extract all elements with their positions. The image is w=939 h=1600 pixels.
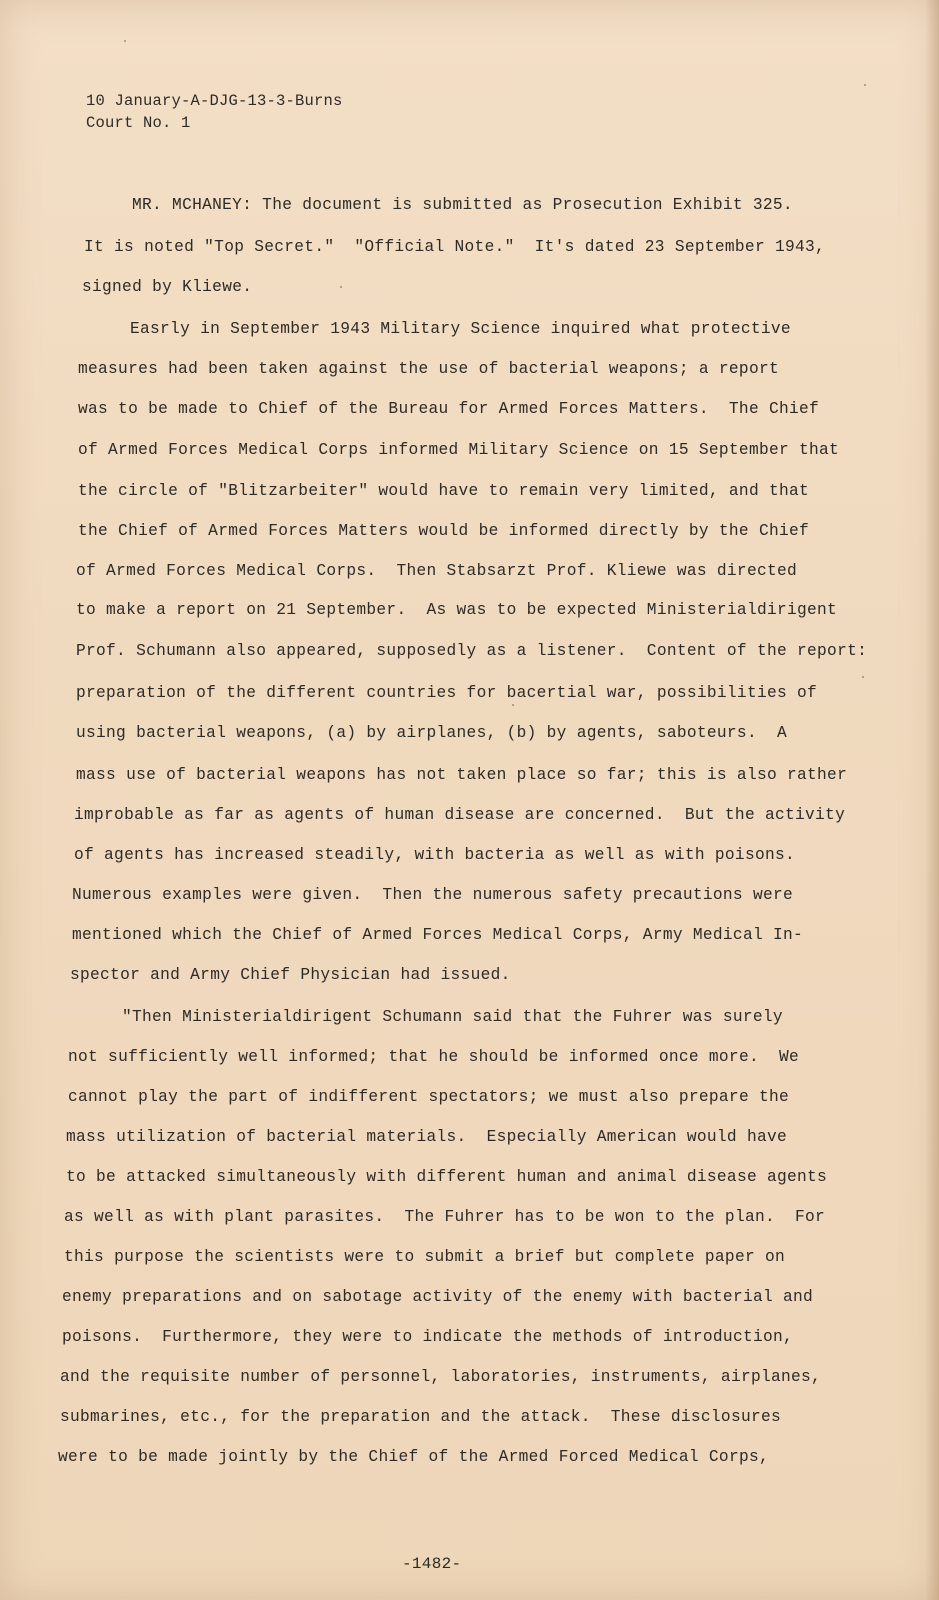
body-line: as well as with plant parasites. The Fuhrer has to be won to the plan. For — [64, 1208, 826, 1226]
body-line: MR. MCHANEY: The document is submitted as Prosecution Exhibit 325. — [132, 196, 793, 214]
body-line: mentioned which the Chief of Armed Forces Medical Corps, Army Medical In- — [72, 926, 804, 944]
body-line: mass use of bacterial weapons has not taken place so far; this is also rather — [76, 766, 848, 784]
body-line: measures had been taken against the use of bacterial weapons; a report — [78, 360, 779, 378]
body-line: "Then Ministerialdirigent Schumann said that the Fuhrer was surely — [122, 1008, 783, 1026]
body-line: and the requisite number of personnel, laboratories, instruments, airplanes, — [60, 1368, 822, 1386]
paper-speck — [340, 286, 342, 288]
body-line: to make a report on 21 September. As was to be expected Ministerialdirigent — [76, 601, 838, 619]
body-line: improbable as far as agents of human disease are concerned. But the activity — [74, 806, 846, 824]
body-line: signed by Kliewe. — [82, 278, 253, 296]
body-line: cannot play the part of indifferent spectators; we must also prepare the — [68, 1088, 790, 1106]
body-line: of agents has increased steadily, with bacteria as well as with poisons. — [74, 846, 796, 864]
body-line: were to be made jointly by the Chief of the Armed Forced Medical Corps, — [58, 1448, 769, 1466]
body-line: spector and Army Chief Physician had issued. — [70, 966, 511, 984]
body-line: Numerous examples were given. Then the numerous safety precautions were — [72, 886, 794, 904]
page-number: -1482- — [402, 1555, 462, 1573]
court-number: Court No. 1 — [86, 114, 191, 132]
docket-reference: 10 January-A-DJG-13-3-Burns — [86, 92, 343, 110]
paper-speck — [512, 704, 514, 706]
paper-speck — [862, 676, 864, 678]
body-line: not sufficiently well informed; that he should be informed once more. We — [68, 1048, 800, 1066]
body-line: submarines, etc., for the preparation and the attack. These disclosures — [60, 1408, 782, 1426]
body-line: Easrly in September 1943 Military Science inquired what protective — [130, 320, 791, 338]
body-line: of Armed Forces Medical Corps. Then Stabsarzt Prof. Kliewe was directed — [76, 562, 798, 580]
paper-speck — [124, 40, 126, 42]
body-line: mass utilization of bacterial materials. Especially American would have — [66, 1128, 788, 1146]
body-line: to be attacked simultaneously with different human and animal disease agents — [66, 1168, 828, 1186]
body-line: of Armed Forces Medical Corps informed Military Science on 15 September that — [78, 441, 840, 459]
paper-speck — [864, 84, 866, 86]
body-line: the circle of "Blitzarbeiter" would have to remain very limited, and that — [78, 482, 810, 500]
body-line: using bacterial weapons, (a) by airplanes, (b) by agents, saboteurs. A — [76, 724, 787, 742]
body-line: enemy preparations and on sabotage activity of the enemy with bacterial and — [62, 1288, 814, 1306]
body-line: preparation of the different countries for bacertial war, possibilities of — [76, 684, 818, 702]
body-line: poisons. Furthermore, they were to indicate the methods of introduction, — [62, 1328, 794, 1346]
body-line: was to be made to Chief of the Bureau for Armed Forces Matters. The Chief — [78, 400, 820, 418]
body-line: this purpose the scientists were to submit a brief but complete paper on — [64, 1248, 786, 1266]
body-line: Prof. Schumann also appeared, supposedly as a listener. Content of the report: — [76, 642, 868, 660]
body-line: It is noted "Top Secret." "Official Note." It's dated 23 September 1943, — [84, 238, 826, 256]
body-line: the Chief of Armed Forces Matters would be informed directly by the Chief — [78, 522, 810, 540]
